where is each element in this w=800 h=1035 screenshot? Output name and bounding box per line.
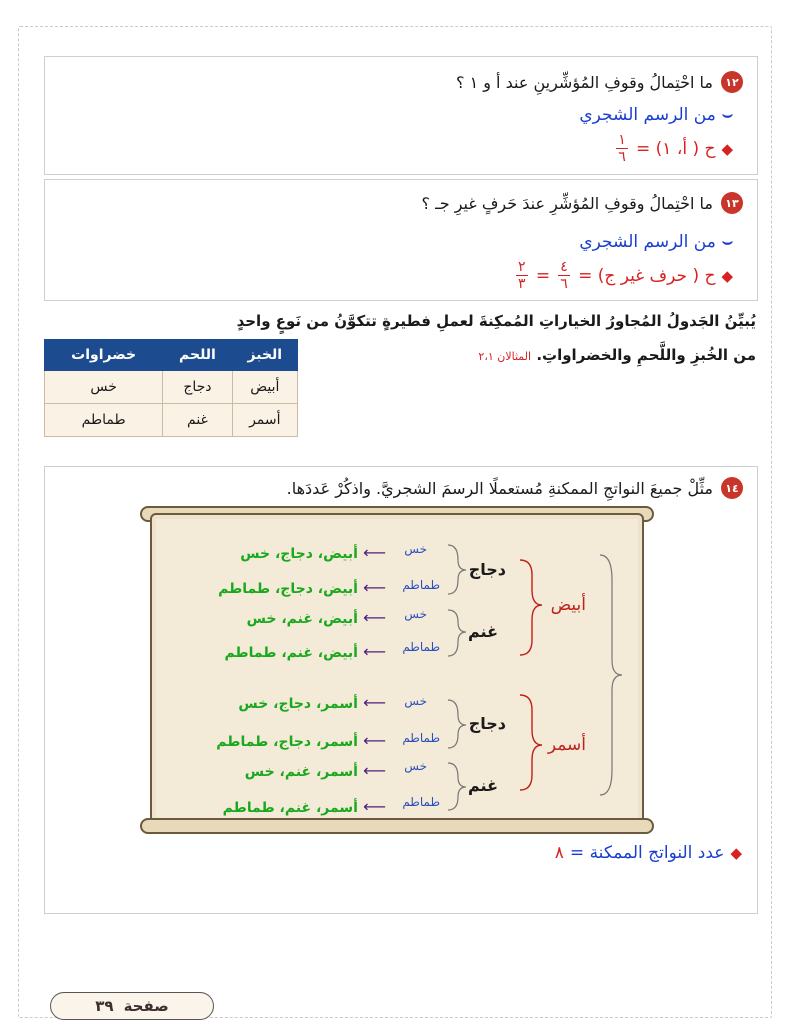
outcome-row bbox=[223, 797, 386, 816]
outcome: أبيض، غنم، طماطم bbox=[224, 645, 358, 661]
table-cell: أبيض bbox=[232, 371, 297, 404]
tree-veg: طماطم bbox=[402, 640, 440, 654]
diamond-bullet-icon: ◆ bbox=[721, 139, 733, 158]
outcome-row bbox=[216, 731, 386, 750]
arrow-left-icon: ⟵ bbox=[363, 578, 386, 597]
table-cell: طماطم bbox=[45, 404, 163, 437]
table-cell: غنم bbox=[163, 404, 232, 437]
tree-meat: دجاج bbox=[468, 714, 506, 733]
tree-veg: خس bbox=[404, 759, 427, 773]
q13-answer-text: ح ( حرف غير ج) = bbox=[578, 265, 716, 286]
question-number-badge: ١٤ bbox=[721, 477, 743, 499]
tree-veg: طماطم bbox=[402, 795, 440, 809]
count-label: عدد النواتج الممكنة = bbox=[569, 843, 725, 863]
fraction-denominator: ٦ bbox=[560, 276, 568, 292]
question-12-text: ما احْتِمالُ وقوفِ المُؤشِّرينِ عند أ و ١ ؟ bbox=[455, 72, 713, 92]
dash-bullet-icon: ⌣ bbox=[721, 105, 733, 125]
outcome-row bbox=[240, 543, 386, 562]
arrow-left-icon: ⟵ bbox=[363, 642, 386, 661]
arrow-left-icon: ⟵ bbox=[363, 797, 386, 816]
outcome-row bbox=[247, 608, 386, 627]
question-14-text: مثِّلْ جميعَ النواتجِ الممكنةِ مُستعملًا الرسمَ الشجريَّ. واذكُرْ عَددَها. bbox=[286, 478, 713, 498]
outcome: أبيض، دجاج، خس bbox=[240, 546, 358, 562]
outcome-row bbox=[238, 693, 386, 712]
outcome: أبيض، دجاج، طماطم bbox=[218, 581, 358, 597]
outcome-count bbox=[555, 843, 742, 863]
arrow-left-icon: ⟵ bbox=[363, 608, 386, 627]
arrow-left-icon: ⟵ bbox=[363, 761, 386, 780]
tree-veg: طماطم bbox=[402, 578, 440, 592]
diamond-bullet-icon: ◆ bbox=[730, 844, 742, 862]
outcome-row bbox=[245, 761, 386, 780]
tree-bread-brown: أسمر bbox=[547, 735, 586, 755]
outcome-row bbox=[218, 578, 386, 597]
table-cell: أسمر bbox=[232, 404, 297, 437]
tree-bread-white: أبيض bbox=[550, 595, 586, 615]
brace-bread-white bbox=[520, 560, 542, 655]
outcome: أبيض، غنم، خس bbox=[246, 611, 358, 627]
q12-answer-text: ح ( أ، ١) = bbox=[636, 138, 716, 159]
q13-answer: ◆ ح ( حرف غير ج) = $\frac{٤}{٦}$ = $\frac{٢}{٣}$ bbox=[514, 260, 733, 291]
arrow-left-icon: ⟵ bbox=[363, 543, 386, 562]
fraction-denominator: ٣ bbox=[518, 276, 526, 292]
page-label: صفحة bbox=[123, 997, 169, 1015]
tree-veg: خس bbox=[404, 694, 427, 708]
diamond-bullet-icon: ◆ bbox=[721, 266, 733, 285]
arrow-left-icon: ⟵ bbox=[363, 731, 386, 750]
q12-method-text: من الرسم الشجري bbox=[579, 105, 716, 125]
table-header: الخبز bbox=[232, 340, 297, 371]
brace-meat-1 bbox=[448, 545, 466, 594]
fraction-numerator: ١ bbox=[618, 132, 626, 148]
fraction-numerator: ٤ bbox=[560, 259, 568, 275]
brace-meat-4 bbox=[448, 763, 466, 810]
tree-veg: خس bbox=[404, 607, 427, 621]
table-header: اللحم bbox=[163, 340, 232, 371]
dash-bullet-icon: ⌣ bbox=[721, 232, 733, 252]
brace-meat-3 bbox=[448, 700, 466, 748]
question-13-text: ما احْتِمالُ وقوفِ المُؤشِّرِ عندَ حَرفٍ غيرِ جـ ؟ bbox=[421, 193, 713, 213]
tree-meat: دجاج bbox=[468, 560, 506, 579]
outcome: أسمر، دجاج، خس bbox=[238, 696, 358, 712]
tree-veg: خس bbox=[404, 542, 427, 556]
fraction-denominator: ٦ bbox=[618, 149, 626, 165]
arrow-left-icon: ⟵ bbox=[363, 693, 386, 712]
table-cell: خس bbox=[45, 371, 163, 404]
tree-meat: غنم bbox=[467, 776, 498, 795]
question-number-badge: ١٢ bbox=[721, 71, 743, 93]
outcome-row bbox=[224, 642, 386, 661]
outcome: أسمر، غنم، طماطم bbox=[222, 800, 358, 816]
table-header: خضراوات bbox=[45, 340, 163, 371]
brace-root bbox=[600, 555, 622, 795]
count-value: ٨ bbox=[554, 843, 564, 863]
outcome: أسمر، دجاج، طماطم bbox=[216, 734, 358, 750]
brace-meat-2 bbox=[448, 610, 466, 656]
table-cell: دجاج bbox=[163, 371, 232, 404]
intro-line-2-text: من الخُبزِ واللَّحمِ والخضراواتِ. bbox=[536, 346, 756, 364]
brace-bread-brown bbox=[520, 695, 542, 790]
outcome: أسمر، غنم، خس bbox=[244, 764, 358, 780]
tree-veg: طماطم bbox=[402, 731, 440, 745]
intro-line-1: يُبيِّنُ الجَدولُ المُجاورُ الخياراتِ المُمكِنةَ لعملِ فطيرةٍ تتكوَّنُ من نَوعٍ واحدٍ bbox=[236, 312, 756, 330]
tree-meat: غنم bbox=[467, 622, 498, 641]
page-number: ٣٩ bbox=[95, 997, 114, 1015]
question-number-badge: ١٣ bbox=[721, 192, 743, 214]
q13-method-text: من الرسم الشجري bbox=[579, 232, 716, 252]
fraction-numerator: ٢ bbox=[518, 259, 526, 275]
example-reference: المثالان ٢،١ bbox=[478, 350, 532, 363]
page-number-tab bbox=[50, 992, 214, 1020]
